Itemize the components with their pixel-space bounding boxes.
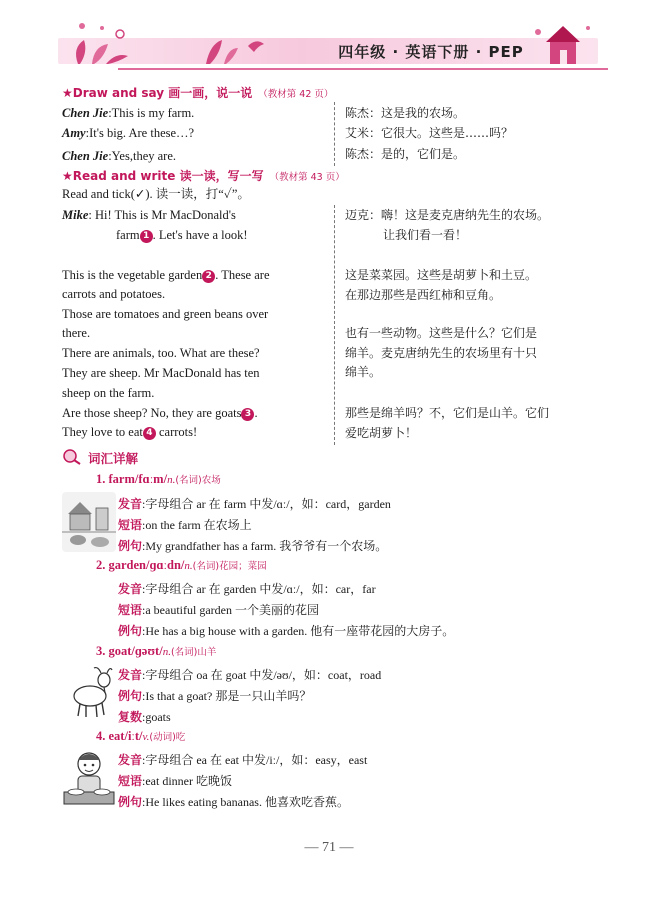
passage-text: This is the vegetable garden xyxy=(62,268,203,282)
row-text: :字母组合 ea 在 eat 中发/iː/，如：easy，east xyxy=(142,753,368,767)
vocab-row xyxy=(118,686,311,707)
vocab-row xyxy=(118,792,349,813)
section-read-and-write-heading xyxy=(62,167,345,184)
entry-pos: v. xyxy=(142,731,150,743)
dialogue-text: : Hi! This is Mr MacDonald's xyxy=(88,208,236,222)
translation-line: 艾米：它很大。这些是……吗？ xyxy=(345,126,514,140)
flower-decoration-icon xyxy=(58,18,148,70)
row-text: :My grandfather has a farm. 我爷爷有一个农场。 xyxy=(142,539,388,553)
entry-pos: n. xyxy=(167,474,176,486)
entry-meaning: 吃 xyxy=(175,732,186,743)
row-label: 短语 xyxy=(118,518,143,532)
marker-3: 3 xyxy=(241,408,254,421)
vocab-row xyxy=(118,494,391,515)
dialogue-text: :It's big. Are these…? xyxy=(85,126,195,140)
magnifier-icon xyxy=(62,448,84,466)
speaker-name: Amy xyxy=(62,126,86,140)
mike-intro-line-2 xyxy=(116,226,248,246)
entry-word: eat xyxy=(108,729,125,743)
entry-phonetic: /fɑːm/ xyxy=(134,472,168,486)
eating-child-illustration xyxy=(62,748,116,806)
vocab-row xyxy=(118,707,171,728)
entry-pos: n. xyxy=(184,560,193,572)
row-label: 例句 xyxy=(118,624,143,638)
row-text: :字母组合 ar 在 garden 中发/ɑː/，如：car，far xyxy=(142,582,376,596)
entry-pos-cn: (名词) xyxy=(192,561,220,572)
entry-word: farm xyxy=(108,472,135,486)
translation-line: 这是菜菜园。这些是胡萝卜和土豆。 xyxy=(345,268,538,282)
vocab-entry-title xyxy=(96,472,221,487)
passage-line: there. xyxy=(62,326,91,340)
passage-text: They love to eat xyxy=(62,425,143,439)
vocab-row xyxy=(118,600,319,621)
page-number: — 71 — xyxy=(304,840,354,855)
row-label: 复数 xyxy=(118,710,143,724)
entry-number: 2. xyxy=(96,558,106,572)
dialogue-line xyxy=(62,147,176,167)
farm-illustration xyxy=(62,492,116,552)
marker-2: 2 xyxy=(202,270,215,283)
row-label: 例句 xyxy=(118,795,143,809)
row-label: 例句 xyxy=(118,689,143,703)
goat-illustration xyxy=(64,664,114,720)
mike-intro-line xyxy=(62,206,324,226)
entry-pos-cn: (动词) xyxy=(149,732,176,743)
entry-meaning: 山羊 xyxy=(197,647,217,658)
passage-text: Are those sheep? No, they are goats xyxy=(62,406,242,420)
translation-line: 在那边那些是西红柿和豆角。 xyxy=(345,288,502,302)
book-title: 四年级 · 英语下册 · PEP xyxy=(338,43,524,61)
vocab-entry-title xyxy=(96,644,216,659)
entry-word: goat xyxy=(108,644,132,658)
row-text: :He has a big house with a garden. 他有一座带花园的大房子。 xyxy=(142,624,455,638)
translation-line: 让我们看一看！ xyxy=(383,228,468,242)
column-divider xyxy=(334,102,335,166)
vocab-row xyxy=(118,750,367,771)
translation-line: 也有一些动物。这些是什么？它们是 xyxy=(345,326,538,340)
passage-line xyxy=(62,423,197,443)
marker-4: 4 xyxy=(143,427,156,440)
vocab-entry-title xyxy=(96,558,267,573)
row-label: 发音 xyxy=(118,668,143,682)
translation-line: 绵羊。麦克唐纳先生的农场里有十只 xyxy=(345,346,538,360)
section-title: ★Read and write 读一读，写一写 xyxy=(62,169,264,183)
row-text: :eat dinner 吃晚饭 xyxy=(142,774,232,788)
entry-number: 3. xyxy=(96,644,106,658)
dialogue-text: :Yes,they are. xyxy=(108,149,177,163)
passage-line: There are animals, too. What are these? xyxy=(62,346,260,360)
dialogue-text: . Let's have a look! xyxy=(152,228,248,242)
translation-line: 陈杰：这是我的农场。 xyxy=(345,106,466,120)
row-label: 发音 xyxy=(118,497,143,511)
translation-line: 那些是绵羊吗？不，它们是山羊。它们 xyxy=(345,406,550,420)
row-label: 发音 xyxy=(118,582,143,596)
translation-line: 绵羊。 xyxy=(345,365,382,379)
passage-text: carrots! xyxy=(159,425,198,439)
translation-line: 迈克：嗨！这是麦克唐纳先生的农场。 xyxy=(345,208,550,222)
section-draw-and-say-heading xyxy=(62,84,333,101)
dialogue-text: :This is my farm. xyxy=(108,106,195,120)
row-text: :字母组合 ar 在 farm 中发/ɑː/，如：card，garden xyxy=(142,497,391,511)
textbook-page-ref: （教材第 43 页） xyxy=(269,172,345,183)
speaker-name: Chen Jie xyxy=(62,149,109,163)
dialogue-line xyxy=(62,104,194,124)
entry-pos-cn: (名词) xyxy=(170,647,198,658)
column-divider xyxy=(334,205,335,445)
entry-phonetic: /iːt/ xyxy=(124,729,143,743)
vocab-row xyxy=(118,579,376,600)
dialogue-line xyxy=(62,124,194,144)
dialogue-text: farm xyxy=(116,228,140,242)
passage-line: carrots and potatoes. xyxy=(62,287,166,301)
vocabulary-heading: 词汇详解 xyxy=(88,451,139,466)
marker-1: 1 xyxy=(140,230,153,243)
row-label: 例句 xyxy=(118,539,143,553)
entry-meaning: 花园；菜园 xyxy=(219,561,267,572)
page-header xyxy=(58,18,598,70)
entry-phonetic: /ɡəʊt/ xyxy=(131,644,163,658)
row-label: 发音 xyxy=(118,753,143,767)
entry-pos: n. xyxy=(162,646,171,658)
row-label: 短语 xyxy=(118,774,143,788)
vocab-entry-title xyxy=(96,729,185,744)
speaker-name: Chen Jie xyxy=(62,106,109,120)
translation-line: 陈杰：是的，它们是。 xyxy=(345,147,466,161)
translation-line: 爱吃胡萝卜！ xyxy=(345,426,418,440)
section-title: ★Draw and say 画一画，说一说 xyxy=(62,86,253,100)
passage-line xyxy=(62,266,270,286)
house-decoration-icon xyxy=(528,18,598,70)
instruction-text: Read and tick(✓). 读一读，打“✓”。 xyxy=(62,187,250,201)
entry-number: 4. xyxy=(96,729,106,743)
vocab-row xyxy=(118,536,387,557)
entry-number: 1. xyxy=(96,472,106,486)
textbook-page-ref: （教材第 42 页） xyxy=(258,89,334,100)
vocab-row xyxy=(118,515,252,536)
entry-word: garden xyxy=(108,558,146,572)
passage-line xyxy=(62,404,258,424)
passage-text: . xyxy=(254,406,258,420)
speaker-name: Mike xyxy=(62,208,89,222)
row-label: 短语 xyxy=(118,603,143,617)
entry-pos-cn: (名词) xyxy=(175,475,202,486)
row-text: :a beautiful garden 一个美丽的花园 xyxy=(142,603,319,617)
row-text: :goats xyxy=(142,710,171,724)
passage-line: sheep on the farm. xyxy=(62,386,155,400)
row-text: :Is that a goat? 那是一只山羊吗？ xyxy=(142,689,312,703)
entry-phonetic: /ɡɑːdn/ xyxy=(146,558,185,572)
header-underline xyxy=(118,68,608,70)
row-text: :字母组合 oa 在 goat 中发/əʊ/，如：coat，road xyxy=(142,668,382,682)
vocab-row xyxy=(118,771,232,792)
row-text: :He likes eating bananas. 他喜欢吃香蕉。 xyxy=(142,795,349,809)
entry-meaning: 农场 xyxy=(201,475,221,486)
vocab-row xyxy=(118,621,454,642)
passage-line: Those are tomatoes and green beans over xyxy=(62,307,269,321)
vocab-row xyxy=(118,665,381,686)
row-text: :on the farm 在农场上 xyxy=(142,518,252,532)
passage-line: They are sheep. Mr MacDonald has ten xyxy=(62,366,260,380)
passage-text: . These are xyxy=(215,268,270,282)
